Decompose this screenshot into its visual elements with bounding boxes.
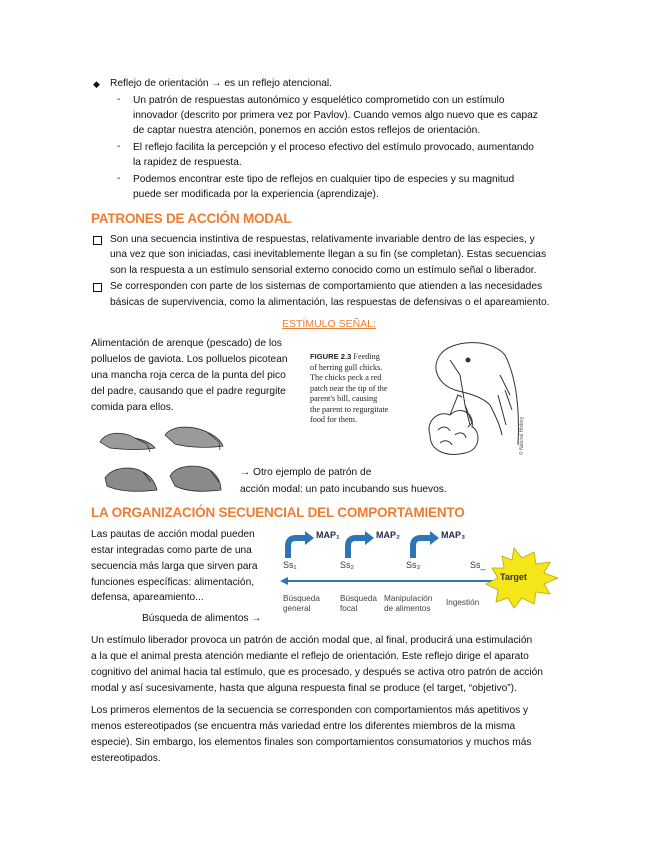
stimulus-label-2: Ss₂ bbox=[340, 560, 354, 570]
checkbox-bullet-icon bbox=[93, 236, 102, 245]
para1-line-4: modal y así sucesivamente, hasta que alguna respuesta final se produce (el target, “objetivo”). bbox=[91, 683, 517, 694]
organizacion-intro-line-3: secuencia más larga que sirven para bbox=[91, 561, 258, 572]
phase-label-text: Búsqueda bbox=[283, 594, 320, 603]
para1-line-1: Un estímulo liberador provoca un patrón de acción modal que, al final, producirá una estimulación bbox=[91, 635, 533, 646]
para1-line-2: a la que el animal presta atención mediante el reflejo de orientación. Este reflejo dirige el aparato bbox=[91, 651, 529, 662]
para2-line-1: Los primeros elementos de la secuencia se corresponden con comportamientos más apetitivos y bbox=[91, 705, 529, 716]
phase-label-manipulacion bbox=[384, 594, 444, 614]
herring-gull-illustration bbox=[410, 335, 530, 465]
reflejo-item-1-line-2: innovador (descrito por primera vez por Pavlov). Cuando vemos algo nuevo que es capaz bbox=[133, 110, 538, 121]
figure-caption-line-7: food for them. bbox=[310, 415, 358, 424]
phase-label-text: Ingestión bbox=[446, 598, 480, 607]
diamond-bullet-icon: ◆ bbox=[93, 79, 100, 89]
pato-text-line-2: acción modal: un pato incubando sus huevos. bbox=[240, 484, 447, 495]
phase-label-text: general bbox=[283, 604, 311, 613]
phase-label-busqueda-focal bbox=[340, 594, 380, 614]
reflejo-item-3-line-2: puede ser modificada por la experiencia (aprendizaje). bbox=[133, 189, 379, 200]
estimulo-senal-title: ESTÍMULO SEÑAL: bbox=[282, 318, 376, 330]
section-heading-patrones: PATRONES DE ACCIÓN MODAL bbox=[91, 211, 292, 226]
figure-caption-line-5: parent's bill, causing bbox=[310, 394, 378, 403]
gaviota-text-line-3: una mancha roja cerca de la punta del pico bbox=[91, 370, 286, 381]
organizacion-intro-line-1: Las pautas de acción modal pueden bbox=[91, 529, 255, 540]
gaviota-text-line-5: comida para ellos. bbox=[91, 402, 174, 413]
patrones-item-1-line-3: son la respuesta a un estímulo sensorial externo conocido como un estímulo señal o liberador. bbox=[110, 265, 537, 276]
reflejo-item-1-line-1: Un patrón de respuestas autonómico y esquelético comprometido con un estímulo bbox=[133, 95, 505, 106]
para1-line-3: cognitivo del animal hacia tal estímulo, que es procesado, y después se activa otro patrón de acción bbox=[91, 667, 543, 678]
stimulus-label-3: Ss₃ bbox=[406, 560, 421, 570]
dash-bullet: - bbox=[117, 141, 121, 152]
target-label: Target bbox=[500, 572, 527, 582]
gaviota-text-line-2: polluelos de gaviota. Los polluelos picotean bbox=[91, 354, 288, 365]
map-label-1: MAP₁ bbox=[316, 530, 340, 540]
section-heading-organizacion: LA ORGANIZACIÓN SECUENCIAL DEL COMPORTAMIENTO bbox=[91, 505, 465, 520]
patrones-item-2-line-1: Se corresponden con parte de los sistemas de comportamiento que atienden a las necesidades bbox=[110, 281, 543, 292]
phase-label-text: Búsqueda bbox=[340, 594, 377, 603]
map-arrow-3 bbox=[413, 538, 431, 558]
gaviota-text-line-1: Alimentación de arenque (pescado) de los bbox=[91, 338, 282, 349]
organizacion-intro-line-4: funciones específicas: alimentación, bbox=[91, 577, 255, 588]
dash-bullet: - bbox=[117, 94, 121, 105]
phase-label-text: Manipulación bbox=[384, 594, 433, 603]
phase-label-busqueda-general bbox=[283, 594, 323, 614]
figure-caption-line-4: patch near the tip of the bbox=[310, 383, 388, 393]
svg-text:© Natural History: © Natural History bbox=[519, 416, 525, 455]
reflejo-item-1-line-3: de captar nuestra atención, ponemos en acción estos reflejos de orientación. bbox=[133, 125, 481, 136]
figure-caption-line-1: Feeding bbox=[353, 352, 380, 361]
map-arrow-1 bbox=[288, 538, 306, 558]
reflejo-bullet: Reflejo de orientación → es un reflejo atencional. bbox=[110, 78, 332, 89]
para2-line-4: estereotipados. bbox=[91, 753, 161, 764]
phase-label-text: de alimentos bbox=[384, 604, 431, 613]
reflejo-item-2-line-1: El reflejo facilita la percepción y el proceso efectivo del estímulo provocado, aumentando bbox=[133, 142, 534, 153]
patrones-item-1-line-1: Son una secuencia instintiva de respuestas, relativamente invariable dentro de las especies, y bbox=[110, 234, 535, 245]
figure-caption bbox=[310, 352, 410, 426]
para2-line-3: especie). Sin embargo, los elementos finales son comportamientos consumatorios y muchos más bbox=[91, 737, 532, 748]
figure-caption-line-2: of herring gull chicks. bbox=[310, 362, 383, 372]
map-label-2: MAP₂ bbox=[376, 530, 400, 540]
reflejo-item-2-line-2: la rapidez de respuesta. bbox=[133, 157, 242, 168]
figure-caption-line-3: The chicks peck a red bbox=[310, 373, 382, 382]
reflejo-item-3-line-1: Podemos encontrar este tipo de reflejos en cualquier tipo de especies y su magnitud bbox=[133, 174, 515, 185]
figure-caption-line-6: the parent to regurgitate bbox=[310, 404, 389, 414]
para2-line-2: menos estereotipados (se encuentra más variedad entre los diferentes miembros de la misma bbox=[91, 721, 516, 732]
phase-label-ingestion bbox=[446, 598, 496, 608]
gaviota-text-line-4: del padre, causando que el padre regurgite bbox=[91, 386, 286, 397]
map-label-3: MAP₃ bbox=[441, 530, 466, 540]
patrones-item-1-line-2: una vez que son iniciadas, casi inevitablemente llegan a su fin (se completan). Estas secuencias bbox=[110, 249, 547, 260]
incubating-duck-sketches bbox=[95, 420, 235, 500]
organizacion-intro-line-5: defensa, apareamiento... bbox=[91, 592, 204, 603]
dash-bullet: - bbox=[117, 173, 121, 184]
stimulus-label-4: Ss_ bbox=[470, 560, 486, 570]
pato-text-line-1: → Otro ejemplo de patrón de bbox=[240, 467, 372, 478]
map-arrow-2 bbox=[348, 538, 366, 558]
busqueda-alimentos-label: Búsqueda de alimentos → bbox=[142, 613, 262, 624]
stimulus-label-1: Ss₁ bbox=[283, 560, 297, 570]
phase-label-text: focal bbox=[340, 604, 358, 613]
organizacion-intro-line-2: estar integradas como parte de una bbox=[91, 545, 252, 556]
checkbox-bullet-icon bbox=[93, 283, 102, 292]
patrones-item-2-line-2: básicas de supervivencia, como la alimentación, las respuestas de defensivas o el apareamiento. bbox=[110, 297, 550, 308]
figure-label: FIGURE 2.3 bbox=[310, 352, 352, 361]
